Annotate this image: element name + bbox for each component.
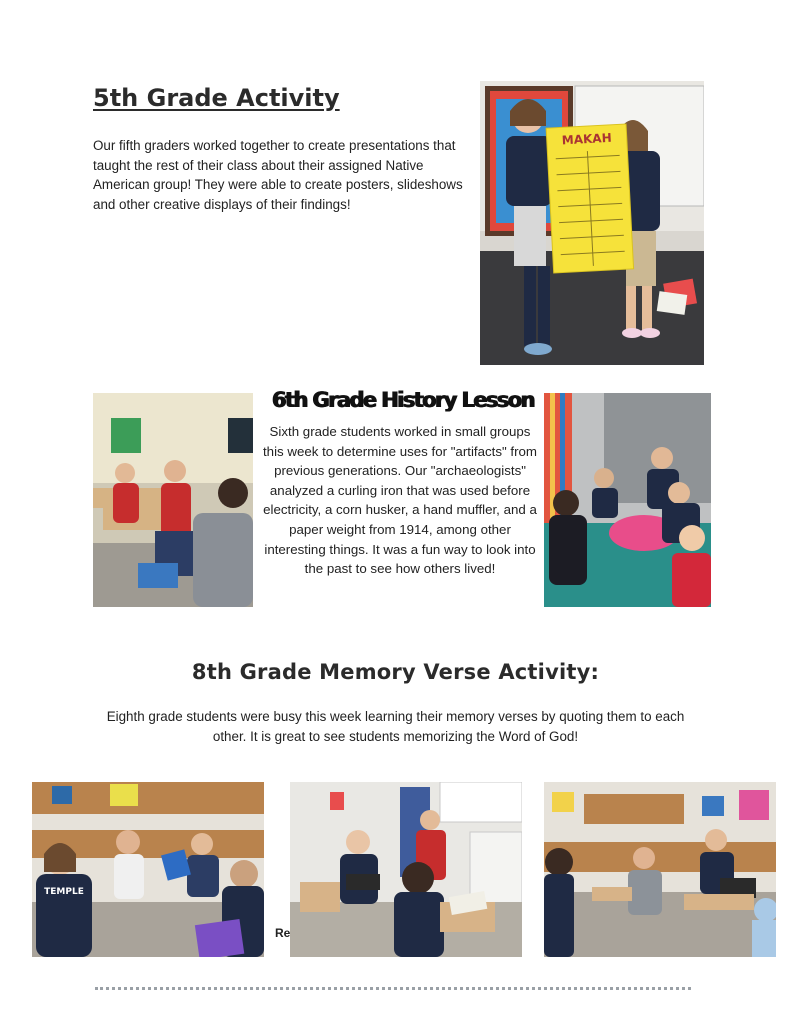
fifth-grade-body: Our fifth graders worked together to create presentations that taught the rest of their class about their assigned Native American group! They were able to create posters, slideshows and other creative displays of their findings!	[93, 138, 463, 212]
eighth-grade-body: Eighth grade students were busy this week learning their memory verses by quoting them to each other. It is great to see students memorizing the Word of God!	[106, 709, 685, 744]
photo-sixth-grade-group	[544, 393, 711, 607]
eighth-grade-title: 8th Grade Memory Verse Activity:	[191, 660, 600, 684]
dotted-divider	[95, 987, 691, 990]
photo-eighth-grade-middle	[290, 782, 522, 957]
shirt-text: TEMPLE	[44, 887, 84, 897]
poster-heading: MAKAH	[561, 130, 613, 148]
fifth-grade-title: 5th Grade Activity	[93, 84, 340, 112]
photo-sixth-grade-classroom	[93, 393, 253, 607]
photo-eighth-grade-right	[544, 782, 776, 957]
sixth-grade-title: 6th Grade History Lesson	[272, 388, 534, 412]
sixth-grade-body: Sixth grade students worked in small groups this week to determine uses for "artifacts" from previous generations. Our "archaeologists" analyzed a curling iron that was used before electricity, a corn husker, a hand muffler, and a paper weight from 1914, among other interesting things. It was a fun way to look into the past to see how others lived!	[262, 424, 537, 577]
photo-fifth-grade-poster	[480, 81, 704, 365]
photo-eighth-grade-left	[32, 782, 264, 957]
stray-text-fragment: Re	[275, 926, 291, 940]
